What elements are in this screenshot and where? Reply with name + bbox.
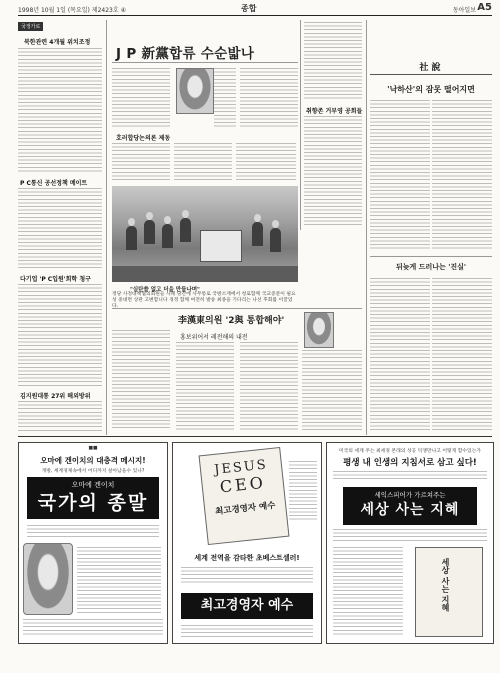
ad-right-headline: 평생 내 인생의 지침서로 삼고 싶다! (343, 458, 477, 468)
left-body-3 (18, 284, 102, 386)
ad-middle-book-cover (199, 447, 290, 545)
editorial-label: 社 說 (419, 63, 441, 73)
second-body-col-3 (240, 342, 298, 430)
editorial-body-3 (370, 278, 430, 430)
ad-middle-copy (181, 567, 313, 585)
ad-left-top-line: 오마에 겐이치의 대충격 메시지! (40, 456, 146, 465)
editorial-body-4 (432, 278, 492, 430)
header-rule (18, 15, 492, 16)
ad-right (326, 442, 494, 644)
main-headline: J P 新黨합류 수순밟나 (116, 46, 255, 62)
photo-person (126, 226, 137, 250)
ad-right-book-cover (415, 547, 483, 637)
main-body-col-3 (240, 68, 298, 128)
ad-right-copy-2 (333, 529, 487, 541)
second-headline: 李漢東의원 '2與 통합해야' (178, 316, 285, 326)
ad-right-title: 세상 사는 지혜 (360, 502, 460, 518)
left-body-1 (18, 48, 102, 172)
ad-left-author: 오마에 겐이치 (71, 481, 115, 489)
main-subhead-2: 호러합당논의론 제동 (116, 135, 171, 142)
editorial-title-2: 뒤늦게 드러나는 '진실' (395, 263, 467, 271)
headline-rule (112, 62, 298, 63)
editorial-rule-mid (370, 256, 492, 257)
column-rule-main (300, 20, 301, 230)
photo-caption-title: "실탄쓸 없고 더을 만들나며" (130, 287, 200, 293)
editorial-rule-top (370, 74, 492, 75)
ad-left-author-photo (23, 543, 73, 615)
column-rule-editorial (366, 20, 367, 435)
header-page-number: A5 (477, 2, 492, 13)
left-body-4 (18, 401, 102, 431)
column-rule-left (106, 20, 107, 435)
second-body-col-2 (176, 342, 234, 430)
photo-desk (112, 266, 298, 282)
ad-middle-title: 최고경영자 예수 (181, 593, 313, 619)
photo-person (180, 218, 191, 242)
second-story-rule (112, 308, 362, 309)
ad-left-copy (27, 525, 159, 539)
main-body-col-2 (214, 68, 236, 128)
ad-right-title-block (343, 487, 477, 525)
ad-left (18, 442, 168, 644)
editorial-title-1: '낙하산'의 잠못 떨어지면 (387, 85, 475, 94)
ad-middle-book-word1: JESUS (213, 457, 269, 478)
second-body-col-1 (112, 330, 170, 430)
ad-left-title-block (27, 477, 159, 519)
left-subhead-3: 다기업 'P C입원'회학 청구 (20, 276, 91, 283)
ad-left-title: 국가의 종말 (37, 492, 149, 514)
second-body-col-4 (302, 350, 362, 430)
editorial-body-1 (370, 100, 430, 250)
main-body-right-2 (304, 116, 362, 226)
main-body-col-6 (236, 143, 296, 181)
politician-portrait (176, 68, 214, 114)
photo-person (252, 222, 263, 246)
ad-middle-side-copy (289, 461, 317, 521)
ad-middle-book-word2: CEO (218, 472, 267, 497)
header-publication: 동아일보 (452, 7, 476, 14)
left-subhead-4: 김지원대통 27위 해외방위 (20, 393, 91, 400)
left-subhead-1: 북한관련 4개월 위치조정 (24, 39, 91, 46)
photo-person (270, 228, 281, 252)
main-body-col-5 (174, 143, 232, 181)
ad-left-blurb (77, 547, 161, 613)
ad-middle (172, 442, 322, 644)
ad-middle-book-title: 최고경영자 예수 (214, 500, 276, 518)
left-column-tag: 국정가로 (18, 22, 43, 31)
main-body-col-4 (112, 143, 170, 181)
main-body-col-1 (112, 68, 170, 128)
ad-right-blurb (333, 547, 403, 637)
photo-person (144, 220, 155, 244)
ad-left-sub-line: 개방, 세계경제속에서 어디까지 살아남을수 있나? (41, 469, 145, 474)
news-photo (112, 186, 298, 282)
ad-right-top-line: 미국의 세계 주는 최세경 본래의 성공 덕쟁만나고 어떻게 할수있는가 (339, 449, 481, 454)
ad-section-rule (18, 436, 492, 437)
lawmaker-portrait (304, 312, 334, 348)
editorial-body-2 (432, 100, 492, 250)
left-body-2 (18, 188, 102, 268)
header-date: 1998년 10월 1일 (목요일) 제2423호 ④ (18, 7, 126, 14)
ad-middle-footer (181, 625, 313, 637)
ad-right-tag: 세익스피어가 가르쳐주는 (374, 491, 446, 499)
left-column (18, 20, 102, 432)
ad-right-copy-1 (333, 471, 487, 481)
ad-left-kicker: ■■ (88, 446, 98, 451)
second-byline: 홍보위어서 레전해의 내전 (180, 334, 248, 341)
left-subhead-2: P C통신 공선정책 메이트 (20, 180, 88, 187)
main-body-right-1 (304, 22, 362, 100)
ad-middle-banner: 세계 전역을 감타한 초베스트셀러! (194, 554, 300, 562)
ad-right-book-title: 세상 사는 지혜 (441, 558, 450, 612)
ad-left-footer (23, 619, 163, 637)
photo-caption: 정당 사정대책협의회원들 사례 당간에 사무통로 국방소재에서 청로함께 국교증문이 필요성 중대면 상관 고변합니다 경정 함께 여전히 발송 최종을 기다리는 나선 후회를 이끌었다. (112, 292, 296, 309)
photo-person (162, 224, 173, 248)
header-section: 종합 (241, 4, 257, 13)
main-subhead: 취향존 거부영 공회들 (306, 108, 363, 115)
page-header (18, 2, 492, 16)
photo-monitor (200, 230, 242, 262)
